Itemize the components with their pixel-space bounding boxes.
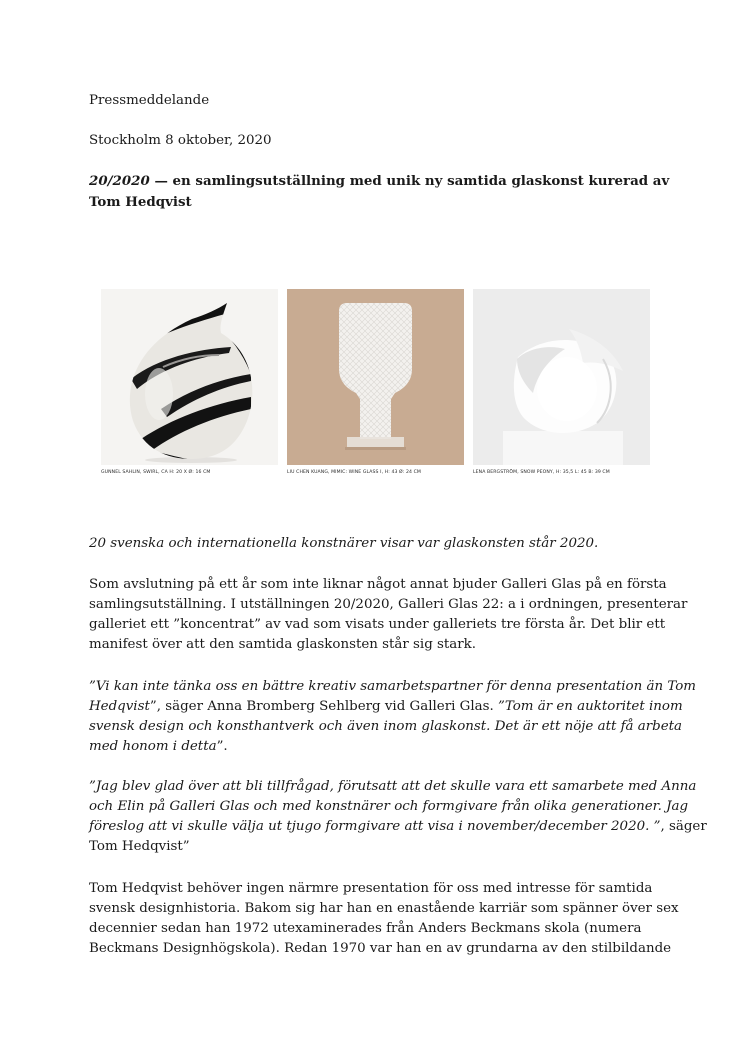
quote-1-line: ”Vi kan inte tänka oss en bättre kreativ samarbetspartner för denna presentation än Tom [89,679,696,694]
paragraph-2 [89,879,679,959]
quote-2-attribution: , säger [660,819,707,834]
caption-mimic: LIU CHEN KUANG, MIMIC: WINE GLASS I, H: 43 Ø: 24 CM [287,470,421,475]
artwork-photo-mimic [287,289,464,465]
headline-italic: 20/2020 [89,173,150,189]
paragraph-2-line: Tom Hedqvist behöver ingen närmre presentation för oss med intresse för samtida [89,881,653,896]
quote-1-end: med honom i detta [89,739,217,754]
quote-2-line: ”Jag blev glad över att bli tillfrågad, förutsatt att det skulle vara ett samarbete med Anna [89,779,697,794]
swirl-vase-image [101,289,278,465]
paragraph-2-line: Beckmans Designhögskola). Redan 1970 var han en av grundarna av den stilbildande [89,941,672,956]
paragraph-1-line: manifest över att den samtida glaskonsten står sig stark. [89,637,477,652]
paragraph-2-line: decennier sedan han 1972 utexaminerades från Anders Beckmans skola (numera [89,921,642,936]
paragraph-1-line: galleriet ett ”koncentrat” av vad som visats under galleriets tre första år. Det blir ett [89,617,666,632]
paragraph-2-line: svensk designhistoria. Bakom sig har han en enastående karriär som spänner över sex [89,901,679,916]
paragraph-1-line: samlingsutställning. I utställningen 20/2020, Galleri Glas 22: a i ordningen, presenterar [89,597,688,612]
quote-1-name: Hedqvist [89,699,150,714]
quote-1 [89,677,696,757]
headline [89,171,669,213]
mimic-glass-image [287,289,464,465]
quote-2-line: och Elin på Galleri Glas och med konstnärer och formgivare från olika generationer. Jag [89,799,689,814]
quote-1-line: svensk design och konsthantverk och även inom glaskonst. Det är ett nöje att få arbeta [89,719,683,734]
artwork-photo-swirl [101,289,278,465]
quote-1-attribution: ”, säger Anna Bromberg Sehlberg vid Galleri Glas. [149,699,498,714]
headline-line2: Tom Hedqvist [89,194,192,210]
quote-2 [89,777,707,857]
quote-1-close: ”. [216,739,228,754]
snow-peony-image [473,289,650,465]
paragraph-1 [89,575,687,655]
caption-swirl: GUNNEL SAHLIN, SWIRL, CA H: 20 X Ø: 16 CM [101,470,211,475]
caption-snow-peony: LENA BERGSTRÖM, SNOW PEONY, H: 35,5 L: 45 B: 39 CM [473,470,610,475]
paragraph-1-line: Som avslutning på ett år som inte liknar något annat bjuder Galleri Glas på en första [89,577,667,592]
headline-line1: — en samlingsutställning med unik ny samtida glaskonst kurerad av [149,173,670,189]
quote-1-continuation: ”Tom är en auktoritet inom [497,699,683,714]
lead-text: 20 svenska och internationella konstnärer visar var glaskonsten står 2020. [89,536,599,551]
quote-2-speaker: Tom Hedqvist” [89,839,190,854]
document-label: Pressmeddelande [89,93,210,108]
artwork-photo-snow-peony [473,289,650,465]
dateline: Stockholm 8 oktober, 2020 [89,133,272,148]
quote-2-line: föreslog att vi skulle välja ut tjugo formgivare att visa i november/december 2020. ” [89,819,661,834]
